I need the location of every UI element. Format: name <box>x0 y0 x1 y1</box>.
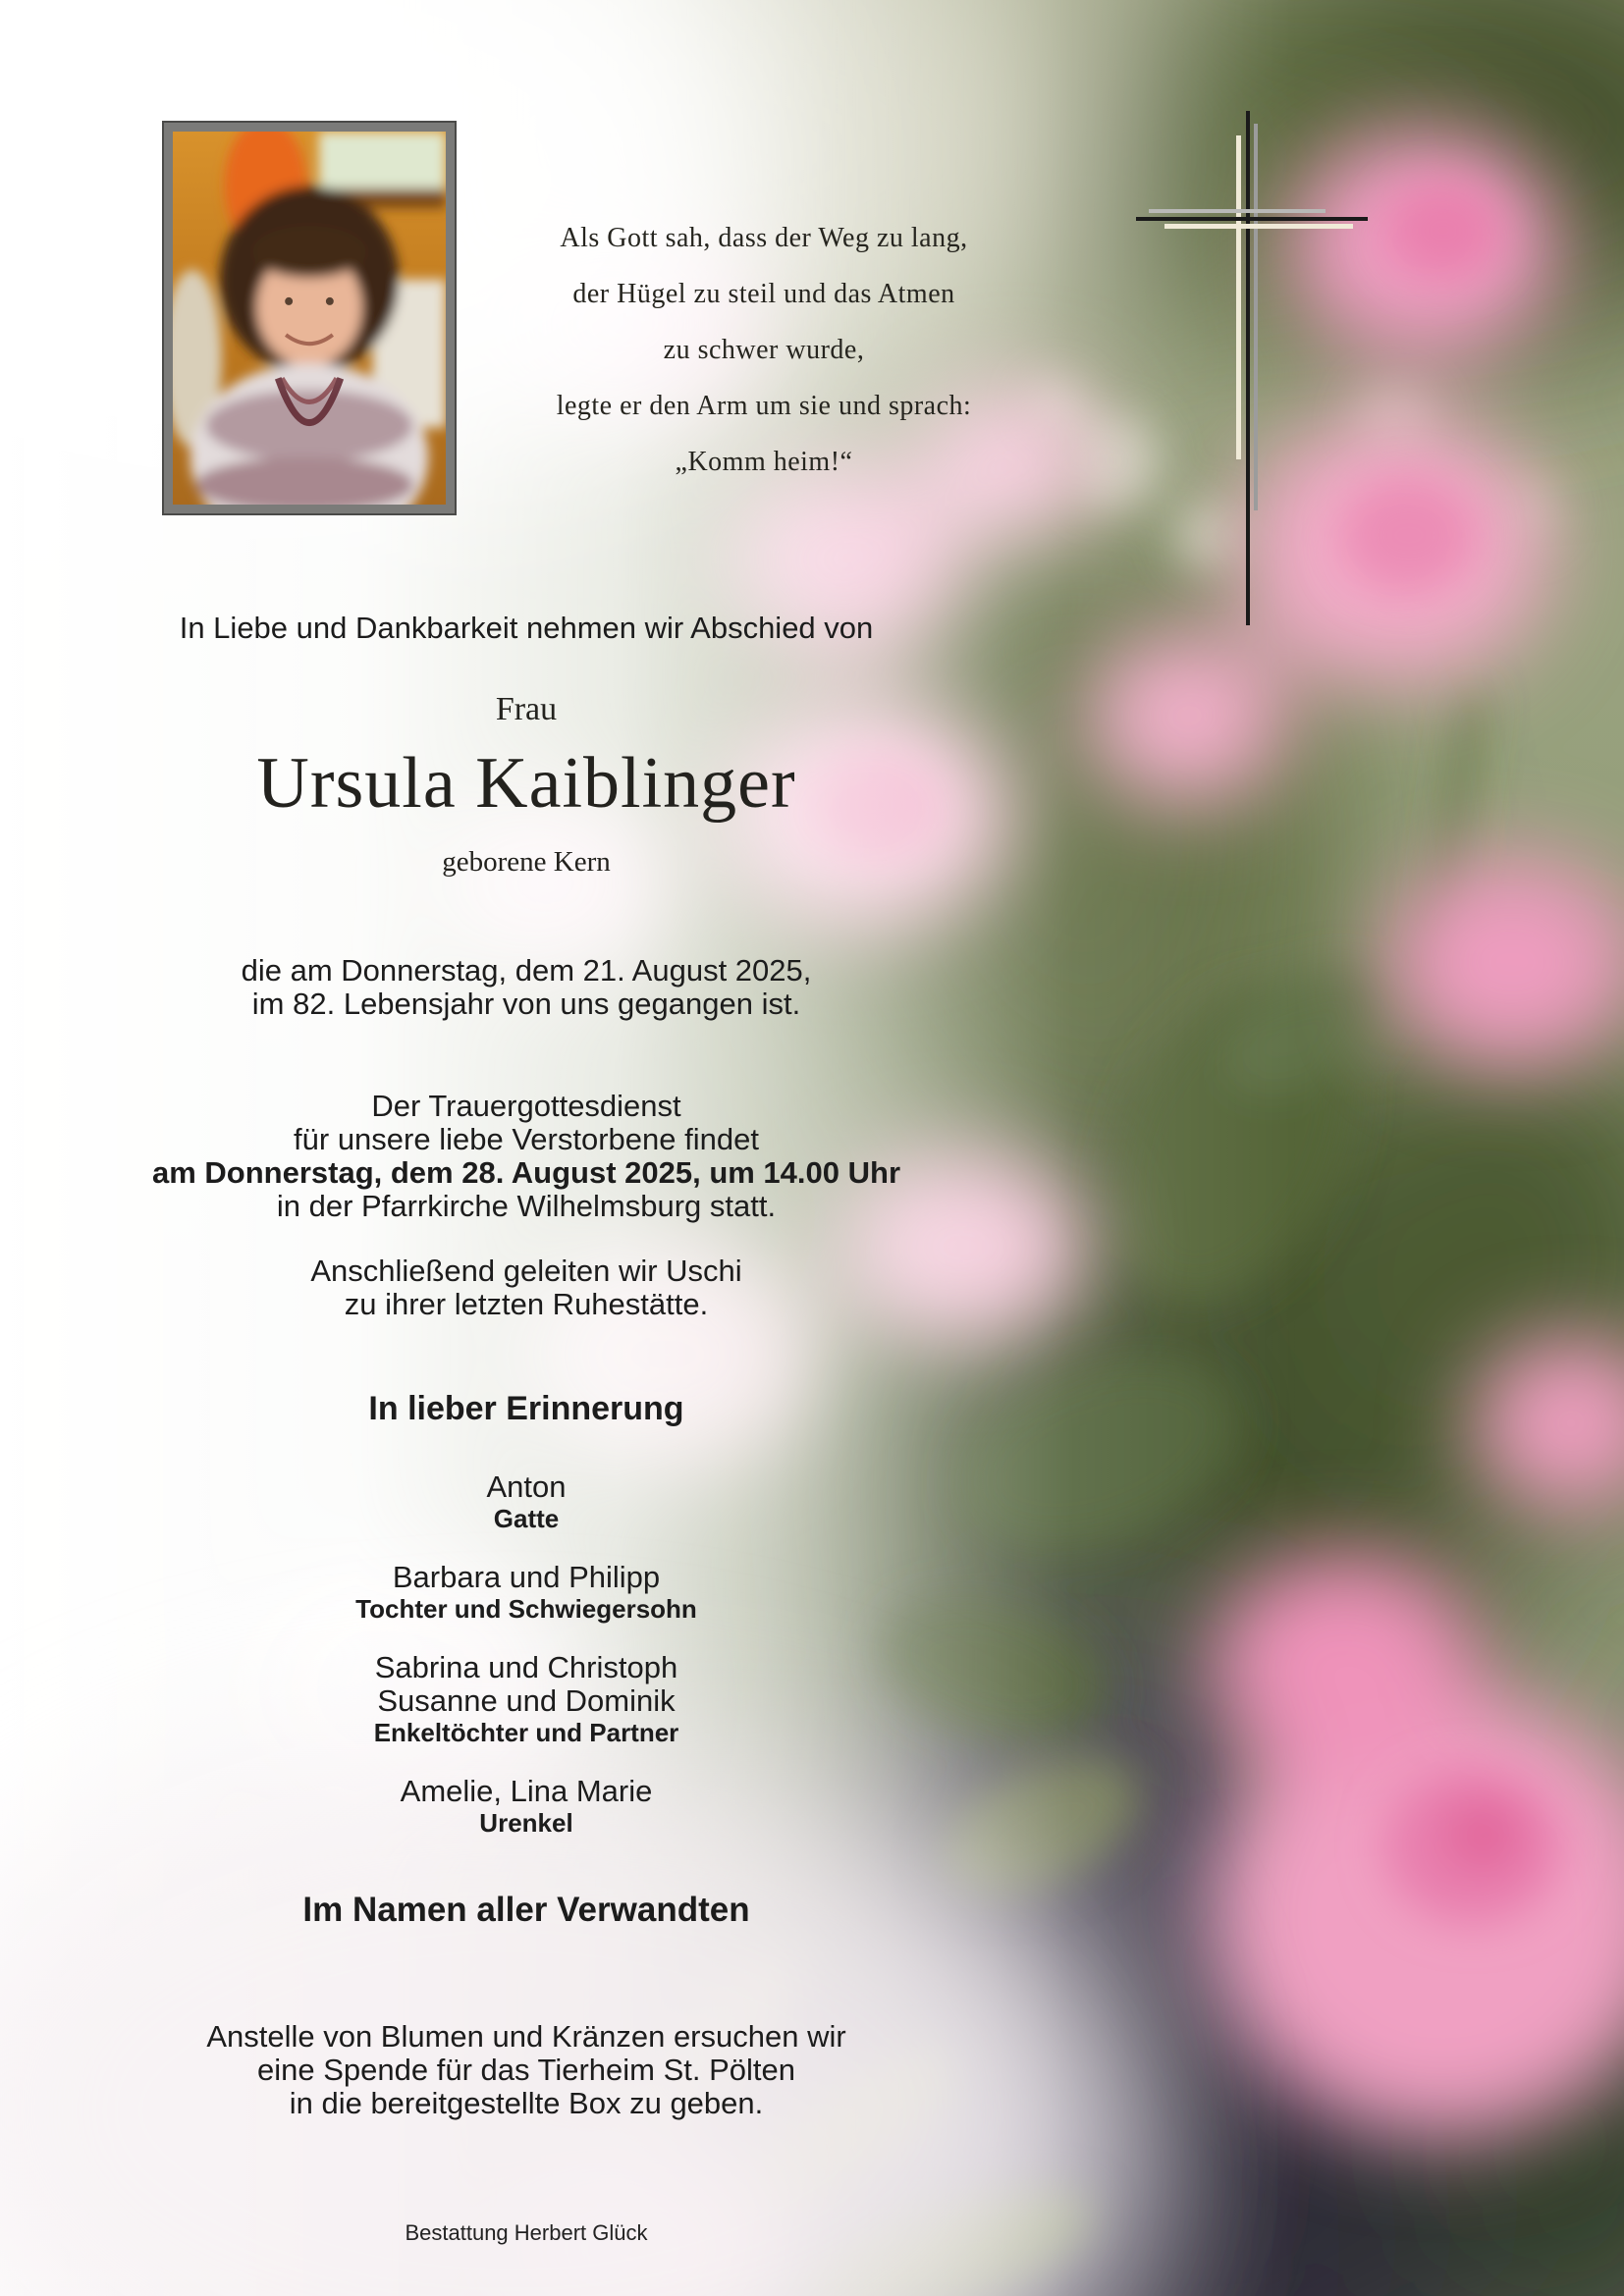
mourner-group <box>134 1561 919 1624</box>
death-notice <box>134 954 919 1021</box>
farewell-line: Anschließend geleiten wir Uschi <box>310 1254 742 1288</box>
service-location: in der Pfarrkirche Wilhelmsburg statt. <box>276 1189 777 1223</box>
maiden-name: geborene Kern <box>442 846 611 878</box>
deceased-name: Ursula Kaiblinger <box>256 743 796 824</box>
poem <box>538 210 990 490</box>
salutation: Frau <box>495 691 558 727</box>
mourner-relation: Tochter und Schwiegersohn <box>355 1594 697 1624</box>
mourner-names: Amelie, Lina Marie <box>400 1774 653 1808</box>
donation-line: eine Spende für das Tierheim St. Pölten <box>257 2053 795 2087</box>
mourner-group <box>134 1775 919 1838</box>
mourner-group <box>134 1651 919 1747</box>
funeral-home-credit: Bestattung Herbert Glück <box>405 2220 648 2245</box>
service-info <box>134 1090 919 1223</box>
mourner-names: Anton <box>486 1469 567 1504</box>
mourners-list <box>134 1470 919 1865</box>
mourner-relation: Urenkel <box>479 1808 573 1838</box>
mourner-relation: Gatte <box>493 1504 560 1533</box>
poem-line: zu schwer wurde, <box>663 335 865 365</box>
memory-header: In lieber Erinnerung <box>368 1390 684 1427</box>
mourner-names: Susanne und Dominik <box>377 1683 676 1718</box>
mourner-group <box>134 1470 919 1533</box>
mourner-names: Sabrina und Christoph <box>374 1650 678 1684</box>
cross-icon <box>1119 98 1384 648</box>
farewell-info <box>134 1255 919 1321</box>
farewell-line: zu ihrer letzten Ruhestätte. <box>344 1287 709 1321</box>
poem-line: „Komm heim!“ <box>675 447 853 477</box>
poem-line: der Hügel zu steil und das Atmen <box>572 279 955 309</box>
donation-line: Anstelle von Blumen und Kränzen ersuchen wir <box>206 2019 846 2054</box>
poem-line: Als Gott sah, dass der Weg zu lang, <box>560 223 968 253</box>
closing-line: Im Namen aller Verwandten <box>302 1891 750 1929</box>
death-notice-line: im 82. Lebensjahr von uns gegangen ist. <box>251 987 801 1021</box>
mourner-relation: Enkeltöchter und Partner <box>373 1718 679 1747</box>
mourner-names: Barbara und Philipp <box>392 1560 661 1594</box>
intro-line: In Liebe und Dankbarkeit nehmen wir Abschied von <box>179 611 874 645</box>
portrait-photo <box>162 121 457 515</box>
service-line: für unsere liebe Verstorbene findet <box>294 1122 759 1156</box>
poem-line: legte er den Arm um sie und sprach: <box>556 391 972 421</box>
donation-request <box>134 2020 919 2120</box>
service-datetime: am Donnerstag, dem 28. August 2025, um 14.00 Uhr <box>151 1155 901 1190</box>
service-line: Der Trauergottesdienst <box>371 1089 681 1123</box>
death-notice-line: die am Donnerstag, dem 21. August 2025, <box>241 953 812 988</box>
donation-line: in die bereitgestellte Box zu geben. <box>289 2086 764 2120</box>
portrait-illustration <box>173 132 446 505</box>
